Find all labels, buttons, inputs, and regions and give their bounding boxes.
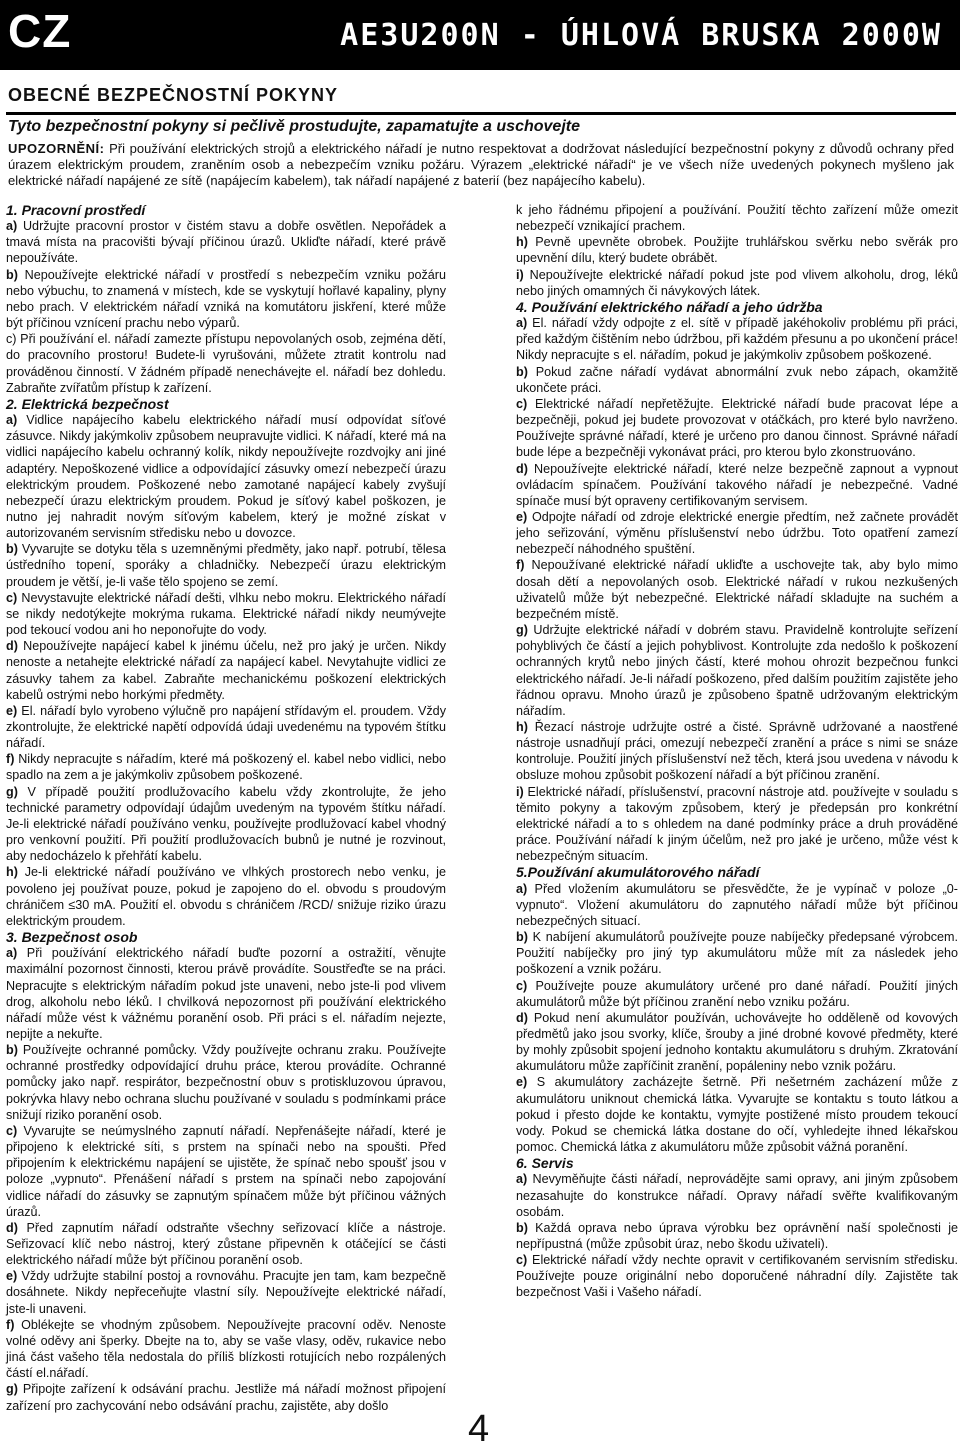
page-title: OBECNÉ BEZPEČNOSTNÍ POKYNY [8, 85, 339, 105]
item-text: Pokud není akumulátor používán, uchovávejte ho odděleně od kovových předmětů jako jsou svorky, klíče, šrouby a jiné drobné kovové předměty, které by mohly způsobit spojení jednoho kontaktu akumulátoru s druhým. Zkratování akumulátoru může zapříčinit zranění, popáleniny nebo vznik požáru. [516, 1010, 958, 1074]
item-text: Před vložením akumulátoru se přesvědčte, že je vypínač v poloze „0-vypnuto“. Vložení akumulátoru do zapnutého nářadí může být příčinou nebezpečných situací. [516, 881, 958, 928]
item-text: Je-li elektrické nářadí používáno ve vlhkých prostorech nebo venku, je povoleno jej používat pouze, pokud je zapojeno do el. obvodu s proudovým chráničem ≤30 mA. Použití el. obvodu s chráničem /RCD/ snižuje riziko úrazu elektrickým proudem. [6, 865, 446, 928]
right-column [516, 202, 958, 1301]
item-letter: c) [516, 978, 528, 993]
item-letter: f) [6, 1317, 15, 1332]
instruction-paragraph [516, 1220, 958, 1252]
instruction-paragraph [516, 234, 958, 266]
item-text: Používejte pouze akumulátory určené pro dané nářadí. Použití jiných akumulátorů může být příčinou zranění nebo vzniku požáru. [516, 978, 958, 1009]
item-text: Každá oprava nebo úprava výrobku bez oprávnění naší společnosti je nepřípustná (může způsobit úraz, nebo škodu uživateli). [516, 1220, 958, 1251]
item-letter: f) [6, 752, 15, 767]
item-letter: a) [6, 413, 18, 428]
item-letter: b) [516, 1220, 528, 1235]
item-letter: d) [6, 639, 18, 654]
instruction-paragraph [516, 557, 958, 622]
item-text: Elektrické nářadí vždy nechte opravit v certifikovaném servisním středisku. Používejte pouze originální nebo doporučené náhradní díly. Zajistěte tak bezpečnost Vaši i Vašeho nářadí. [516, 1253, 958, 1300]
item-letter: c) [6, 590, 18, 605]
item-text: Připojte zařízení k odsávání prachu. Jestliže má nářadí možnost připojení zařízení pro zachycování nebo odsávání prachu, zajistěte, aby došlo [6, 1382, 446, 1413]
item-text: Nevyměňujte části nářadí, neprovádějte sami opravy, ani jiným způsobem nezasahujte do konstrukce nářadí. Opravy nářadí svěřte kvalifikovaným osobám. [516, 1172, 958, 1219]
item-letter: c) [516, 1253, 528, 1268]
section-heading: 6. Servis [516, 1155, 574, 1172]
instruction-paragraph [516, 1252, 958, 1300]
instruction-paragraph [516, 396, 958, 461]
item-letter: i) [516, 267, 524, 282]
item-text: K nabíjení akumulátorů používejte pouze nabíječky předepsané výrobcem. Použití nabíječky pro jiný typ akumulátoru může mít za následek jeho poškození a vznik požáru. [516, 930, 958, 977]
item-letter: e) [6, 703, 18, 718]
item-text: Udržujte elektrické nářadí v dobrém stavu. Pravidelně kontrolujte seřízení pohyblivých če částí a jejich pohyblivost. Kontrolujte zda nedošlo k poškození ochranných krytů nebo jiných částí, které mohou ohrozit bezpečnou funkci elektrického nářadí. Je-li nářadí poškozeno, před dalším použitím zajistěte jeho řádnou opravu. Mnoho úrazů je způsobeno špatně udržovaným elektrickým nářadím. [516, 623, 958, 718]
instruction-paragraph [516, 1010, 958, 1075]
item-text: Nepoužívejte elektrické nářadí, které nelze bezpečně zapnout a vypnout ovládacím spínačem. Používání takového nářadí je nebezpečné. Vadné spínače musí být opraveny certifikovaným servisem. [516, 461, 958, 508]
instruction-paragraph [6, 864, 446, 929]
page-number: 4 [468, 1408, 490, 1450]
item-letter: e) [6, 1269, 18, 1284]
item-text: Nepoužívejte elektrické nářadí v prostředí s nebezpečím vzniku požáru nebo výbuchu, to znamená v místech, kde se vyskytují hořlavé kapaliny, plyny nebo prach. V elektrickém nářadí vzniká na komutátoru jiskření, které může být příčinou vznícení prachu nebo výparů. [6, 267, 446, 331]
item-text: Vidlice napájecího kabelu elektrického nářadí musí odpovídat síťové zásuvce. Nikdy jakýmkoliv způsobem neupravujte vidlici. K nářadí, které má na vidlici napájecího kabelu ochranný kolík, nikdy nepoužívejte rozdvojky ani jiné adaptéry. Nepoškozené vidlice a odpovídající zásuvky omezí nebezpečí úrazu elektrickým proudem. Poškozené nebo zamotané napájecí kabely zvyšují nebezpečí úrazu elektrickým proudem. Pokud je síťový kabel poškozen, je nutno jej nahradit novým síťovým kabelem, který je možné získat v autorizovaném servisním středisku nebo u dovozce. [6, 413, 446, 541]
item-text: Odpojte nářadí od zdroje elektrické energie předtím, než začnete provádět jeho seřizování, výměnu příslušenství nebo údržbu. Toto opatření zamezí nebezpečí náhodného spuštění. [516, 509, 958, 557]
instruction-paragraph [6, 1381, 446, 1413]
section-heading: 2. Elektrická bezpečnost [6, 395, 169, 412]
section-heading: 4. Používání elektrického nářadí a jeho údržba [516, 298, 823, 315]
item-letter: e) [516, 1075, 528, 1090]
item-text: El. nářadí bylo vyrobeno výlučně pro napájení střídavým el. proudem. Vždy zkontrolujte, že elektrické napětí odpovídá údaji uvedenému na typovém štítku nářadí. [6, 703, 446, 751]
item-text: Pevně upevněte obrobek. Použijte truhlářskou svěrku nebo svěrák pro upevnění dílu, který budete obrábět. [516, 235, 958, 266]
instruction-paragraph [516, 509, 958, 557]
item-letter: i) [516, 784, 524, 799]
instruction-paragraph [516, 1074, 958, 1155]
instruction-paragraph [6, 1268, 446, 1316]
item-text: El. nářadí vždy odpojte z el. sítě v případě jakéhokoliv problému při práci, před každým čištěním nebo údržbou, při každém přesunu a po ukončení práce! Nikdy nepracujte s el. nářadím, pokud je jakýmkoliv způsobem poškozené. [516, 316, 958, 363]
instruction-paragraph [516, 929, 958, 977]
header-bar [0, 0, 960, 70]
item-letter: b) [6, 1043, 18, 1058]
intro-paragraph [8, 141, 954, 189]
item-text: Nikdy nepracujte s nářadím, které má poškozený el. kabel nebo vidlici, nebo spadlo na zem a je jakýmkoliv způsobem poškozené. [6, 752, 446, 783]
item-letter: g) [516, 623, 528, 638]
item-text: Vždy udržujte stabilní postoj a rovnováhu. Pracujte jen tam, kam bezpečně dosáhnete. Nikdy nepřeceňujte vlastní síly. Nepoužívejte elektrické nářadí, jste-li unaveni. [6, 1269, 446, 1316]
item-letter: c) [6, 1123, 18, 1138]
instruction-paragraph [516, 461, 958, 509]
item-text: Nepoužívejte elektrické nářadí pokud jste pod vlivem alkoholu, drog, léků nebo jiných omamných či návykových látek. [516, 267, 958, 298]
instruction-paragraph [6, 703, 446, 751]
instruction-paragraph [6, 1220, 446, 1268]
item-letter: e) [516, 509, 528, 524]
instruction-paragraph [6, 1317, 446, 1382]
instruction-paragraph [516, 719, 958, 784]
intro-text: Při používání elektrických strojů a elektrického nářadí je nutno respektovat a dodržovat následující bezpečnostní pokyny z důvodů ochrany před úrazem elektrickým proudem, zraněním osob a nebezpečím vzniku požáru. Výrazem „elektrické nářadí“ je ve všech níže uvedených pokynech myšleno jak elektrické nářadí napájené ze sítě (napájecím kabelem), tak nářadí napájené z baterií (bez napájecího kabelu). [8, 141, 954, 188]
instruction-paragraph [516, 622, 958, 719]
item-text: Nepoužívané elektrické nářadí ukliďte a uschovejte tak, aby bylo mimo dosah dětí a nepovolaných osob. Elektrické nářadí v rukou nezkušených uživatelů může být nebezpečné. Elektrické nářadí skladujte na suchém a bezpečném místě. [516, 558, 958, 621]
instruction-paragraph [6, 751, 446, 783]
item-letter: d) [516, 1010, 528, 1025]
item-text: Elektrické nářadí nepřetěžujte. Elektrické nářadí bude pracovat lépe a bezpečněji, pokud jej budete provozovat v otáčkách, pro které bylo navrženo. Používejte správné nářadí, které je určeno pro danou činnost. Správné nářadí bude lépe a bezpečněji vykonávat práci, pro kterou bylo zkonstruováno. [516, 396, 958, 460]
item-letter: h) [516, 720, 528, 734]
instruction-paragraph [6, 1123, 446, 1220]
section-heading: 5.Používání akumulátorového nářadí [516, 864, 760, 881]
instruction-paragraph [6, 945, 446, 1042]
item-letter: c) [516, 396, 528, 411]
instruction-paragraph [6, 1042, 446, 1123]
item-letter: b) [6, 267, 18, 282]
instruction-paragraph [6, 412, 446, 541]
item-text: S akumulátory zacházejte šetrně. Při nešetrném zacházení může z akumulátoru uniknout chemická látka. Vyvarujte se kontaktu s touto látkou a pokud i přesto dojde ke kontaktu, vymyjte postižené místo proudem tekoucí vody. Pokud se chemická látka dostane do očí, vyhledejte ihned lékařskou pomoc. Chemická látka z akumulátoru může způsobit vážná poranění. [516, 1075, 958, 1155]
instruction-paragraph [516, 978, 958, 1010]
warning-label: UPOZORNĚNÍ: [8, 141, 105, 156]
item-letter: a) [6, 219, 18, 234]
item-text: c) Při používání el. nářadí zamezte přístupu nepovolaných osob, zejména dětí, do pracovního prostoru! Budete-li vyrušováni, můžete ztratit kontrolu nad prováděnou činností. V žádném případě nenechávejte el. nářadí bez dohledu. Zabraňte zvířatům přístup k zařízení. [6, 332, 446, 395]
instruction-paragraph [516, 202, 958, 234]
item-text: Před zapnutím nářadí odstraňte všechny seřizovací klíče a nástroje. Seřizovací klíč nebo nástroj, který zůstane připevněn k otáčející se části elektrického nářadí může být příčinou poranění osob. [6, 1220, 446, 1268]
item-letter: a) [516, 1172, 528, 1187]
instruction-paragraph [6, 784, 446, 865]
item-letter: f) [516, 558, 525, 573]
item-text: Při používání elektrického nářadí buďte pozorní a ostražití, věnujte maximální pozornost činnosti, kterou právě provádíte. Soustřeďte se na práci. Nepracujte s elektrickým nářadím pokud jste unaveni, nebo jste-li pod vlivem drog, alkoholu nebo léků. I chvilková nepozornost při používání elektrického nářadí může vést k vážnému poranění osob. Při práci s el. nářadím nejezte, nepijte a nekuřte. [6, 946, 446, 1041]
item-letter: b) [516, 364, 528, 379]
item-text: Používejte ochranné pomůcky. Vždy používejte ochranu zraku. Používejte ochranné prostředky odpovídající druhu práce, kterou provádíte. Ochranné pomůcky jako např. respirátor, bezpečnostní obuv s protiskluzovou úpravou, pokrývka hlavy nebo ochrana sluchu používané v souladu s podmínkami práce snižují riziko poranění osob. [6, 1043, 446, 1122]
item-letter: g) [6, 1382, 18, 1397]
instruction-paragraph [516, 364, 958, 396]
item-text: V případě použití prodlužovacího kabelu vždy zkontrolujte, že jeho technické parametry odpovídají údajům uvedeným na typovém štítku nářadí. Je-li elektrické nářadí používáno venku, používejte prodlužovací kabel vhodný pro venkovní použití. Při použití prodlužovacích bubnů je nutné je rozvinout, aby nedocházelo k přehřátí kabelu. [6, 784, 446, 864]
instruction-paragraph [6, 638, 446, 703]
item-letter: d) [516, 461, 528, 476]
item-letter: h) [6, 865, 18, 880]
instruction-paragraph [516, 784, 958, 865]
title-rule [6, 112, 956, 115]
instruction-paragraph [6, 267, 446, 332]
language-code: CZ [8, 5, 72, 57]
instruction-paragraph [516, 267, 958, 299]
item-text: Nevystavujte elektrické nářadí dešti, vlhku nebo mokru. Elektrického nářadí se nikdy nedotýkejte mokrýma rukama. Elektrické nářadí nikdy neumývejte pod tekoucí vodou ani ho neponořujte do vody. [6, 590, 446, 638]
item-text: Oblékejte se vhodným způsobem. Nepoužívejte pracovní oděv. Nenoste volné oděvy ani šperky. Dbejte na to, aby se vaše vlasy, oděv, rukavice nebo jiná část vašeho těla nedostala do příliš blízkosti rotujících nebo rozpálených částí el.nářadí. [6, 1317, 446, 1381]
instruction-paragraph [516, 881, 958, 929]
item-text: k jeho řádnému připojení a používání. Použití těchto zařízení může omezit nebezpečí vznikající prachem. [516, 203, 958, 234]
page-subtitle: Tyto bezpečnostní pokyny si pečlivě prostudujte, zapamatujte a uschovejte [8, 118, 580, 135]
item-text: Vyvarujte se dotyku těla s uzemněnými předměty, jako např. potrubí, tělesa ústředního topení, sporáky a chladničky. Nebezpečí úrazu elektrickým proudem je větší, je-li vaše tělo spojeno se zemí. [6, 542, 446, 589]
instruction-paragraph [6, 590, 446, 638]
item-text: Řezací nástroje udržujte ostré a čisté. Správně udržované a naostřené nástroje usnadňují práci, omezují nebezpečí zranění a práce s nimi se snáze kontroluje. Použití jiných příslušenství než těch, která jsou uvedena v návodu k obsluze mohou způsobit poškození nářadí a být příčinou zranění. [516, 720, 958, 783]
item-letter: b) [6, 542, 18, 557]
item-letter: a) [516, 881, 528, 896]
item-letter: a) [6, 946, 18, 961]
instruction-paragraph [6, 541, 446, 589]
instruction-paragraph [6, 331, 446, 396]
item-text: Vyvarujte se neúmyslného zapnutí nářadí. Nepřenášejte nářadí, které je připojeno k elektrické síti, s prstem na spínači nebo na spoušti. Před připojením k elektrickému napájení se ujistěte, že spínač nebo spoušť jsou v poloze „vypnuto“. Přenášení nářadí s prstem na spínači nebo zapojování vidlice nářadí do zásuvky se zapnutým spínačem může být příčinou vážných úrazů. [6, 1123, 446, 1219]
item-letter: h) [516, 235, 528, 250]
item-letter: a) [516, 316, 528, 331]
left-column [6, 202, 446, 1414]
item-text: Udržujte pracovní prostor v čistém stavu a dobře osvětlen. Nepořádek a tmavá místa na pracovišti bývají příčinou úrazů. Ukliďte nářadí, které právě nepoužíváte. [6, 219, 446, 266]
item-letter: g) [6, 784, 18, 799]
section-heading: 1. Pracovní prostředí [6, 202, 146, 218]
item-text: Pokud začne nářadí vydávat abnormální zvuk nebo zápach, okamžitě ukončete práci. [516, 364, 958, 395]
item-letter: d) [6, 1220, 18, 1235]
instruction-paragraph [516, 1171, 958, 1219]
product-title: AE3U200N - ÚHLOVÁ BRUSKA 2000W [340, 18, 942, 53]
item-text: Elektrické nářadí, příslušenství, pracovní nástroje atd. používejte v souladu s těmito pokyny a takovým způsobem, který je předepsán pro konkrétní elektrické nářadí a to s ohledem na dané podmínky práce a druh prováděné práce. Používání nářadí k jiným účelům, než pro jaké je určeno, může vést k nebezpečným situacím. [516, 784, 958, 864]
item-text: Nepoužívejte napájecí kabel k jinému účelu, než pro jaký je určen. Nikdy nenoste a netahejte elektrické nářadí za napájecí kabel. Nevytahujte vidlici ze zásuvky tahem za kabel. Zabraňte mechanickému poškození elektrických kabelů ostrými nebo horkými předměty. [6, 639, 446, 702]
instruction-paragraph [516, 315, 958, 363]
instruction-paragraph [6, 218, 446, 266]
section-heading: 3. Bezpečnost osob [6, 929, 138, 946]
item-letter: b) [516, 930, 528, 945]
